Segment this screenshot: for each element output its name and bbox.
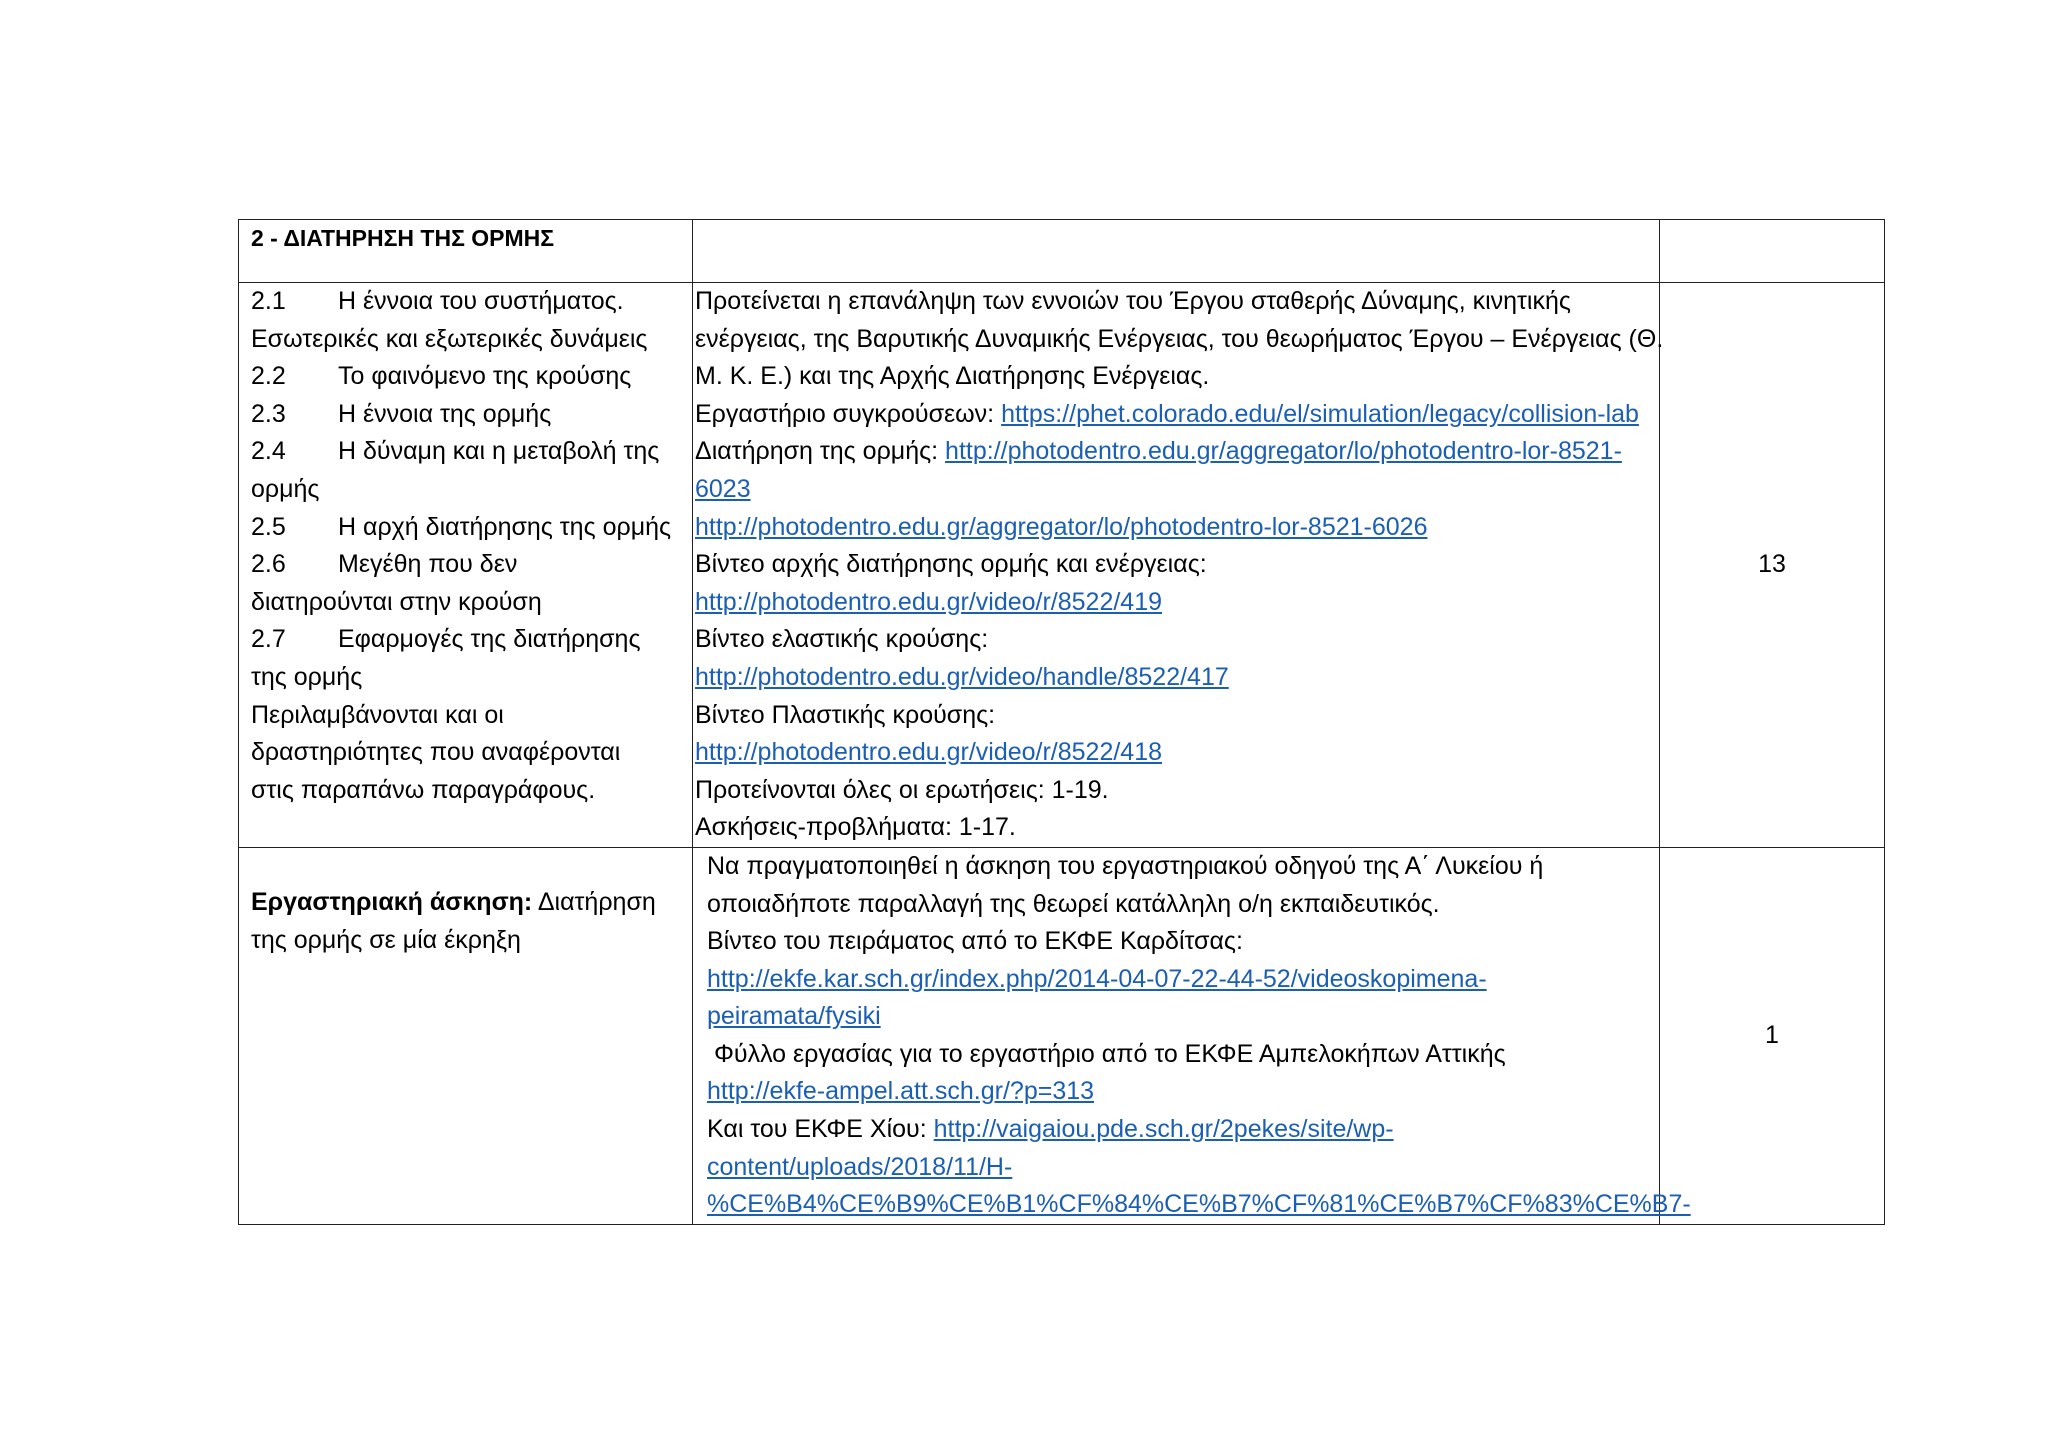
collision-lab-label: Εργαστήριο συγκρούσεων: xyxy=(695,399,1002,428)
section-header-row xyxy=(239,220,1885,283)
section-title: 2 - ΔΙΑΤΗΡΗΣΗ ΤΗΣ ΟΡΜΗΣ xyxy=(251,225,555,251)
syllabus-table xyxy=(238,219,1885,1225)
chios-line xyxy=(707,1111,1655,1149)
section-title-cell xyxy=(239,220,693,283)
lab-sheet-link[interactable]: http://ekfe-ampel.att.sch.gr/?p=313 xyxy=(707,1077,1095,1106)
topic-number: 2.2 xyxy=(251,362,286,391)
topic-text: της ορμής xyxy=(251,662,363,691)
topic-line xyxy=(251,584,680,622)
lab-hours-cell xyxy=(1660,847,1885,1224)
hours-cell xyxy=(1660,283,1885,848)
topic-line xyxy=(251,471,680,509)
intro-line: Προτείνεται η επανάληψη των εννοιών του Έργου σταθερής Δύναμης, κινητικής xyxy=(695,287,1571,315)
momentum-link-2[interactable]: http://photodentro.edu.gr/aggregator/lo/photodentro-lor-8521-6026 xyxy=(695,512,1428,541)
topic-line xyxy=(251,659,680,697)
topic-number: 2.6 xyxy=(251,550,286,579)
video3-label: Βίντεο Πλαστικής κρούσης: xyxy=(695,700,996,729)
video3-link-line xyxy=(695,734,1655,772)
topic-line xyxy=(251,283,680,321)
topic-number: 2.5 xyxy=(251,512,286,541)
collision-lab-link[interactable]: https://phet.colorado.edu/el/simulation/legacy/collision-lab xyxy=(1001,399,1639,428)
lab-sheet-link-line xyxy=(707,1073,1655,1111)
lab-instruction-line: οποιαδήποτε παραλλαγή της θεωρεί κατάλληλη ο/η εκπαιδευτικός. xyxy=(707,889,1440,918)
topic-text: Μεγέθη που δεν xyxy=(338,550,518,579)
topic-line xyxy=(251,321,680,359)
topic-line xyxy=(251,621,680,659)
intro-line: Μ. Κ. Ε.) και της Αρχής Διατήρησης Ενέργειας. xyxy=(695,362,1210,391)
topics-row xyxy=(239,283,1885,848)
momentum-label: Διατήρηση της ορμής: xyxy=(695,437,946,466)
topic-text: ορμής xyxy=(251,474,320,503)
lab-sheet-label: Φύλλο εργασίας για το εργαστήριο από το ΕΚΦΕ Αμπελοκήπων Αττικής xyxy=(707,1039,1506,1068)
video1-label: Βίντεο αρχής διατήρησης ορμής και ενέργειας: xyxy=(695,550,1207,579)
topic-number: 2.4 xyxy=(251,437,286,466)
lab-title-line xyxy=(251,884,680,922)
lab-video-link-cont[interactable]: peiramata/fysiki xyxy=(707,1002,881,1031)
momentum-link[interactable]: http://photodentro.edu.gr/aggregator/lo/photodentro-lor-8521- xyxy=(945,437,1622,466)
chios-link[interactable]: http://vaigaiou.pde.sch.gr/2pekes/site/wp- xyxy=(933,1115,1394,1144)
collision-lab-line xyxy=(695,396,1655,434)
lab-resources-cell xyxy=(693,847,1691,1224)
lab-title-cell xyxy=(239,847,693,1224)
momentum-link-cont[interactable]: 6023 xyxy=(695,474,751,503)
topic-number: 2.3 xyxy=(251,399,286,428)
topic-number: 2.7 xyxy=(251,625,286,654)
video1-link[interactable]: http://photodentro.edu.gr/video/r/8522/419 xyxy=(695,587,1163,616)
video2-label: Βίντεο ελαστικής κρούσης: xyxy=(695,625,989,654)
topic-line xyxy=(251,546,680,584)
momentum-line-cont xyxy=(695,471,1655,509)
lab-video-link-line xyxy=(707,961,1655,999)
topics-note-line: Περιλαμβάνονται και οι xyxy=(251,700,504,729)
topic-text: διατηρούνται στην κρούση xyxy=(251,587,542,616)
lab-video-label: Βίντεο του πειράματος από το ΕΚΦΕ Καρδίτσας: xyxy=(707,927,1243,956)
lab-hours-value: 1 xyxy=(1765,1021,1779,1050)
topic-text: Η αρχή διατήρησης της ορμής xyxy=(338,512,672,541)
momentum-link2-line xyxy=(695,509,1655,547)
chios-link-line-3 xyxy=(707,1186,1691,1224)
topics-note-line: στις παραπάνω παραγράφους. xyxy=(251,775,596,804)
lab-video-link-line-2 xyxy=(707,998,1655,1036)
chios-link-cont[interactable]: content/uploads/2018/11/H- xyxy=(707,1152,1013,1181)
resources-cell xyxy=(693,283,1664,848)
video2-link-line xyxy=(695,659,1655,697)
hours-value: 13 xyxy=(1758,550,1786,579)
topic-number: 2.1 xyxy=(251,287,286,315)
chios-label: Και του ΕΚΦΕ Χίου: xyxy=(707,1115,934,1144)
header-hours-cell xyxy=(1660,220,1885,283)
topic-line xyxy=(251,509,680,547)
topic-text: Η δύναμη και η μεταβολή της xyxy=(338,437,660,466)
topics-note-line: δραστηριότητες που αναφέρονται xyxy=(251,738,621,767)
topic-line xyxy=(251,396,680,434)
topic-text: Το φαινόμενο της κρούσης xyxy=(338,362,632,391)
exercises-line: Ασκήσεις-προβλήματα: 1-17. xyxy=(695,813,1016,842)
header-empty-cell xyxy=(693,220,1660,283)
intro-line: ενέργειας, της Βαρυτικής Δυναμικής Ενέργειας, του θεωρήματος Έργου – Ενέργειας (Θ. xyxy=(695,324,1664,353)
lab-title-line-2: της ορμής σε μία έκρηξη xyxy=(251,925,521,954)
chios-link-cont-2[interactable]: %CE%B4%CE%B9%CE%B1%CF%84%CE%B7%CF%81%CE%B7%CF%83%CE%B7- xyxy=(707,1190,1691,1219)
topics-cell xyxy=(239,283,693,848)
momentum-line xyxy=(695,433,1655,471)
video2-link[interactable]: http://photodentro.edu.gr/video/handle/8522/417 xyxy=(695,662,1229,691)
chios-link-line-2 xyxy=(707,1149,1655,1187)
topic-line xyxy=(251,433,680,471)
video1-link-line xyxy=(695,584,1655,622)
lab-instruction-line: Να πραγματοποιηθεί η άσκηση του εργαστηριακού οδηγού της Α΄ Λυκείου ή xyxy=(707,851,1544,880)
topic-text: Εσωτερικές και εξωτερικές δυνάμεις xyxy=(251,324,648,353)
lab-video-link[interactable]: http://ekfe.kar.sch.gr/index.php/2014-04-07-22-44-52/videoskopimena- xyxy=(707,964,1487,993)
video3-link[interactable]: http://photodentro.edu.gr/video/r/8522/418 xyxy=(695,738,1163,767)
topic-line xyxy=(251,358,680,396)
lab-title: Εργαστηριακή άσκηση: xyxy=(251,887,533,916)
topic-text: Η έννοια της ορμής xyxy=(338,399,552,428)
topic-text: Η έννοια του συστήματος. xyxy=(338,287,624,315)
topic-text: Εφαρμογές της διατήρησης xyxy=(338,625,641,654)
questions-line: Προτείνονται όλες οι ερωτήσεις: 1-19. xyxy=(695,775,1109,804)
lab-row xyxy=(239,847,1885,1224)
lab-title-rest: Διατήρηση xyxy=(532,887,656,916)
